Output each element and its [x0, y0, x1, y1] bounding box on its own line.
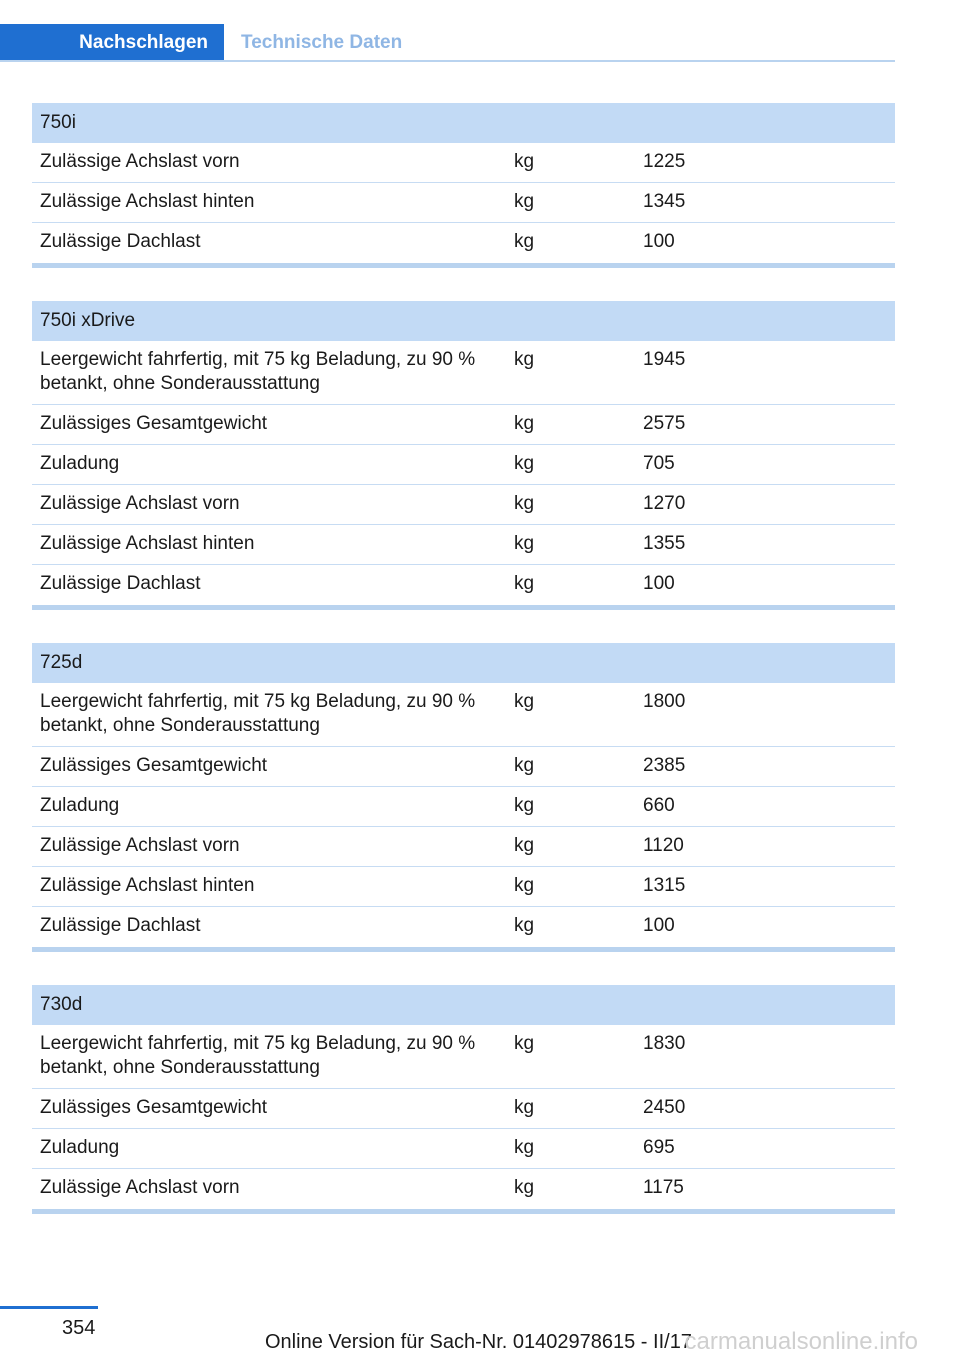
table-row: [32, 827, 895, 867]
table-title: 750i xDrive: [32, 301, 895, 341]
row-value: 100: [643, 573, 675, 594]
row-label: Leergewicht fahrfertig, mit 75 kg Beladung, zu 90 % betankt, ohne Sonderausstattung: [40, 349, 476, 394]
row-label: Zulässiges Gesamtgewicht: [40, 1097, 268, 1118]
row-unit: kg: [514, 349, 535, 370]
row-value: 1315: [643, 875, 686, 896]
tab-technische-daten[interactable]: Technische Daten: [241, 32, 403, 53]
row-unit: kg: [514, 1177, 535, 1198]
row-value: 100: [643, 915, 675, 936]
row-label: Leergewicht fahrfertig, mit 75 kg Beladung, zu 90 % betankt, ohne Sonderausstattung: [40, 1033, 476, 1078]
row-label: Zuladung: [40, 1137, 120, 1158]
table-row: [32, 341, 895, 405]
row-unit: kg: [514, 1097, 535, 1118]
row-value: 1800: [643, 691, 686, 712]
page-number-rule: [0, 1306, 98, 1309]
table-row: [32, 683, 895, 747]
row-label: Zulässige Achslast vorn: [40, 493, 240, 514]
row-label: Zulässige Dachlast: [40, 915, 201, 936]
spec-table: [32, 301, 895, 610]
table-row: [32, 405, 895, 445]
table-row: [32, 1025, 895, 1089]
row-unit: kg: [514, 231, 535, 252]
table-row: [32, 787, 895, 827]
table-bottom-rule: [32, 263, 895, 268]
row-unit: kg: [514, 875, 535, 896]
row-unit: kg: [514, 1137, 535, 1158]
row-value: 2385: [643, 755, 686, 776]
online-version-text: Online Version für Sach-Nr. 01402978615 - II/17: [265, 1331, 692, 1353]
table-body: [32, 1025, 895, 1209]
row-label: Leergewicht fahrfertig, mit 75 kg Beladung, zu 90 % betankt, ohne Sonderausstattung: [40, 691, 476, 736]
row-value: 1175: [643, 1177, 684, 1198]
row-label: Zulässige Achslast hinten: [40, 533, 255, 554]
row-value: 705: [643, 453, 675, 474]
table-row: [32, 1129, 895, 1169]
table-title: 730d: [32, 985, 895, 1025]
row-unit: kg: [514, 755, 535, 776]
row-value: 1345: [643, 191, 686, 212]
row-value: 1225: [643, 151, 686, 172]
row-unit: kg: [514, 915, 535, 936]
header-divider: [0, 60, 895, 62]
table-row: [32, 183, 895, 223]
table-row: [32, 1169, 895, 1209]
table-bottom-rule: [32, 1209, 895, 1214]
watermark: carmanualsonline.info: [684, 1328, 918, 1355]
row-unit: kg: [514, 835, 535, 856]
table-bottom-rule: [32, 947, 895, 952]
table-row: [32, 747, 895, 787]
row-unit: kg: [514, 453, 535, 474]
row-value: 2450: [643, 1097, 686, 1118]
spec-table: [32, 103, 895, 268]
row-unit: kg: [514, 533, 535, 554]
row-label: Zulässiges Gesamtgewicht: [40, 755, 268, 776]
row-label: Zulässige Achslast vorn: [40, 835, 240, 856]
row-label: Zulässige Dachlast: [40, 573, 201, 594]
row-unit: kg: [514, 493, 535, 514]
row-unit: kg: [514, 413, 535, 434]
table-row: [32, 143, 895, 183]
table-title: 750i: [32, 103, 895, 143]
row-value: 100: [643, 231, 675, 252]
row-label: Zulässige Achslast hinten: [40, 191, 255, 212]
table-body: [32, 341, 895, 605]
page-header: [0, 24, 895, 62]
table-title: 725d: [32, 643, 895, 683]
row-label: Zuladung: [40, 795, 120, 816]
row-value: 695: [643, 1137, 675, 1158]
row-value: 1270: [643, 493, 686, 514]
tab-nachschlagen[interactable]: Nachschlagen: [0, 24, 224, 62]
table-row: [32, 565, 895, 605]
row-label: Zulässige Achslast hinten: [40, 875, 255, 896]
row-label: Zulässige Achslast vorn: [40, 151, 240, 172]
row-label: Zulässiges Gesamtgewicht: [40, 413, 268, 434]
row-value: 1355: [643, 533, 686, 554]
table-row: [32, 867, 895, 907]
spec-table: [32, 643, 895, 952]
table-row: [32, 445, 895, 485]
row-unit: kg: [514, 691, 535, 712]
row-unit: kg: [514, 795, 535, 816]
table-row: [32, 223, 895, 263]
table-row: [32, 1089, 895, 1129]
spec-table: [32, 985, 895, 1214]
table-row: [32, 907, 895, 947]
row-label: Zulässige Achslast vorn: [40, 1177, 240, 1198]
row-label: Zulässige Dachlast: [40, 231, 201, 252]
row-value: 660: [643, 795, 675, 816]
spec-tables: [32, 103, 895, 1247]
page-number: 354: [62, 1317, 96, 1339]
table-row: [32, 525, 895, 565]
table-bottom-rule: [32, 605, 895, 610]
row-value: 2575: [643, 413, 686, 434]
table-row: [32, 485, 895, 525]
table-body: [32, 683, 895, 947]
row-value: 1945: [643, 349, 686, 370]
row-unit: kg: [514, 191, 535, 212]
row-label: Zuladung: [40, 453, 120, 474]
row-value: 1120: [643, 835, 684, 856]
row-value: 1830: [643, 1033, 686, 1054]
row-unit: kg: [514, 573, 535, 594]
row-unit: kg: [514, 1033, 535, 1054]
table-body: [32, 143, 895, 263]
row-unit: kg: [514, 151, 535, 172]
